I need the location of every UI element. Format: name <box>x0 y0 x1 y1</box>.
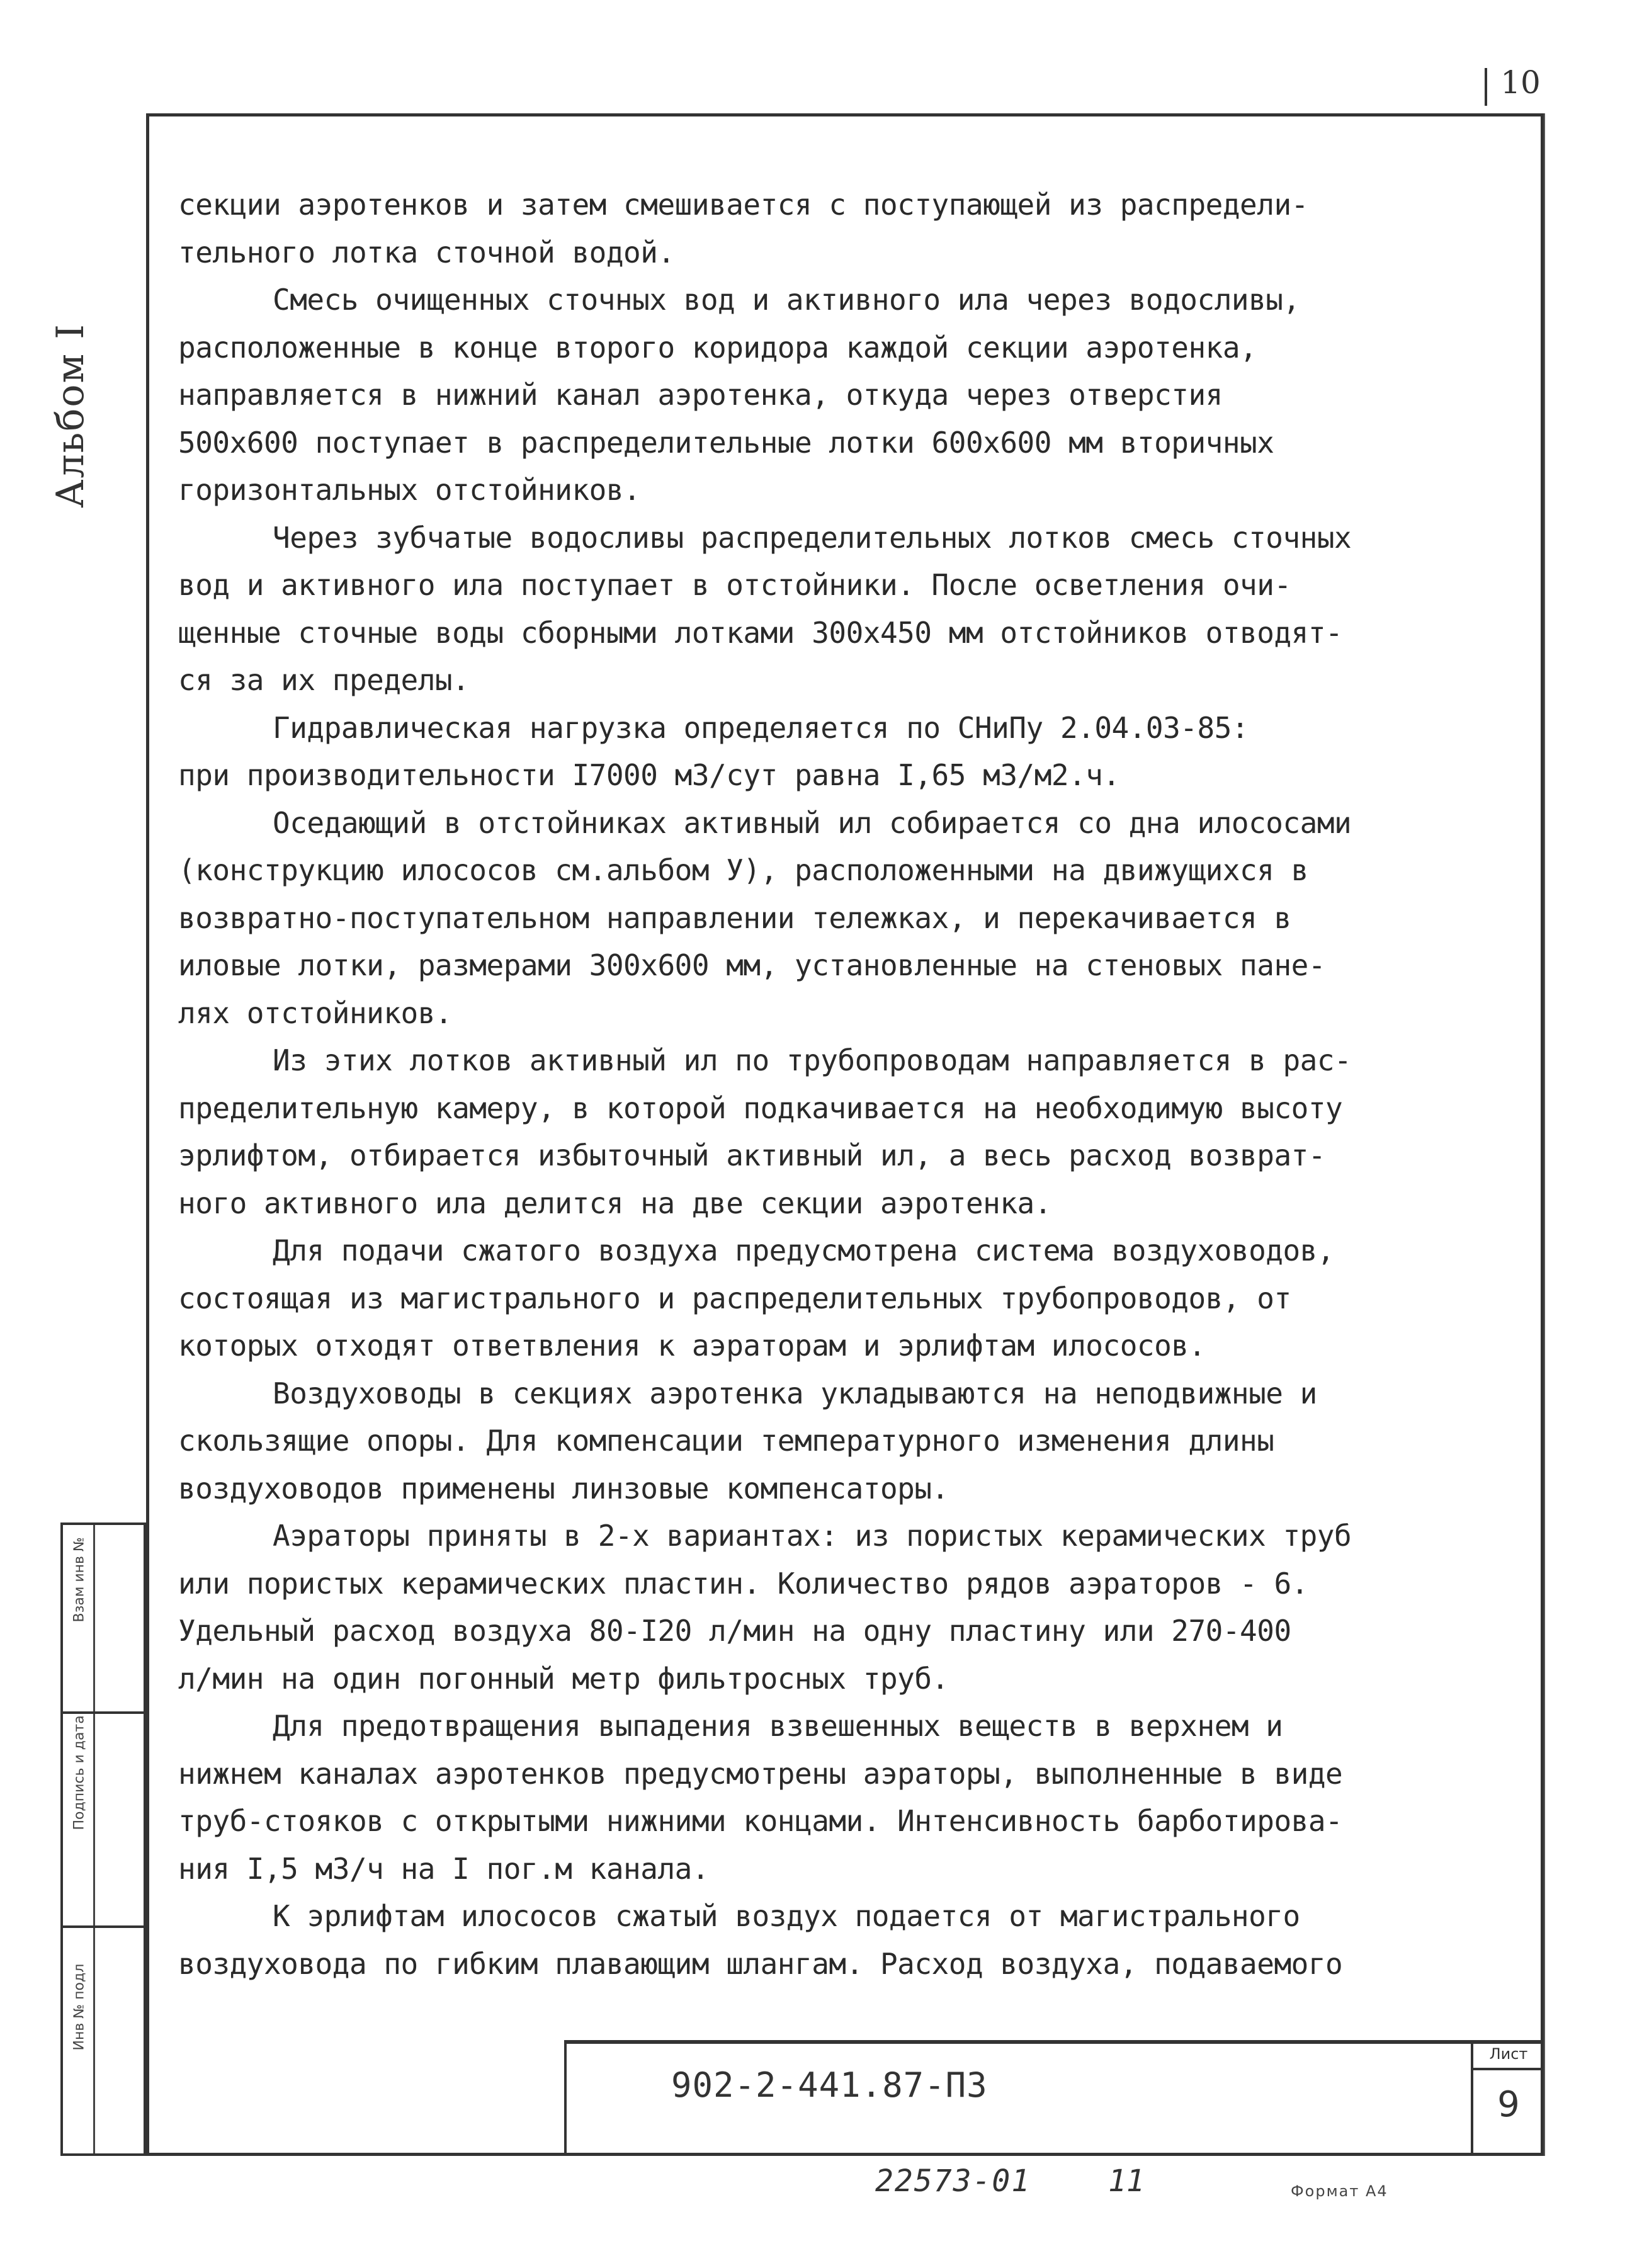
text-line: эрлифтом, отбирается избыточный активный ил, а весь расход возврат- <box>178 1138 1326 1172</box>
text-line: ся за их пределы. <box>178 663 470 697</box>
text-line: вод и активного ила поступает в отстойники. После осветления очи- <box>178 568 1291 602</box>
sheet-divider <box>1473 2068 1544 2070</box>
title-block-left-line <box>564 2044 567 2156</box>
text-line: Гидравлическая нагрузка определяется по СНиПу 2.04.03-85: <box>273 710 1249 745</box>
sheet-number: 9 <box>1497 2084 1520 2125</box>
side-stamp-row-line <box>63 1925 144 1928</box>
side-stamp <box>60 1522 146 2156</box>
text-line: Для подачи сжатого воздуха предусмотрена система воздуховодов, <box>273 1233 1335 1267</box>
text-line: тельного лотка сточной водой. <box>178 235 675 269</box>
text-line: Воздуховоды в секциях аэротенка укладываются на неподвижные и <box>273 1376 1317 1410</box>
text-line: Оседающий в отстойниках активный ил собирается со дна илососами <box>273 805 1352 840</box>
text-line: воздуховодов применены линзовые компенсаторы. <box>178 1471 949 1505</box>
sheet-label: Лист <box>1489 2045 1528 2063</box>
text-line: (конструкцию илососов см.альбом У), расположенными на движущихся в <box>178 853 1308 887</box>
text-line: ного активного ила делится на две секции аэротенка. <box>178 1186 1051 1220</box>
footer-inventory-number: 22573-01 <box>875 2163 1031 2199</box>
sheet-box <box>1471 2040 1544 2156</box>
text-line: горизонтальных отстойников. <box>178 473 641 507</box>
text-line: Из этих лотков активный ил по трубопроводам направляется в рас- <box>273 1043 1352 1077</box>
page-frame-right-edge <box>1544 113 1545 2156</box>
text-line: пределительную камеру, в которой подкачивается на необходимую высоту <box>178 1091 1343 1125</box>
text-line: состоящая из магистрального и распределительных трубопроводов, от <box>178 1281 1291 1315</box>
stamp-label-signature-date: Подпись и дата <box>71 1715 88 1830</box>
text-line: Удельный расход воздуха 80-I20 л/мин на одну пластину или 270-400 <box>178 1614 1291 1648</box>
text-line: воздуховода по гибким плавающим шлангам. Расход воздуха, подаваемого <box>178 1946 1343 1981</box>
album-label: Альбом I <box>48 323 93 508</box>
text-line: нижнем каналах аэротенков предусмотрены аэраторы, выполненные в виде <box>178 1756 1343 1791</box>
footer-copy-mark: 11 <box>1108 2163 1145 2199</box>
text-line: при производительности I7000 м3/сут равна I,65 м3/м2.ч. <box>178 758 1120 792</box>
side-stamp-column-line <box>93 1525 95 2153</box>
document-body <box>178 181 1532 1988</box>
text-line: Для предотвращения выпадения взвешенных веществ в верхнем и <box>273 1709 1283 1743</box>
text-line: ния I,5 м3/ч на I пог.м канала. <box>178 1851 710 1886</box>
text-line: Аэраторы приняты в 2-х вариантах: из пористых керамических труб <box>273 1519 1352 1553</box>
text-line: труб-стояков с открытыми нижними концами. Интенсивность барботирова- <box>178 1804 1343 1838</box>
text-line: секции аэротенков и затем смешивается с поступающей из распредели- <box>178 188 1308 222</box>
text-line: л/мин на один погонный метр фильтросных труб. <box>178 1661 949 1696</box>
top-sheet-number: 10 <box>1500 64 1541 101</box>
text-line: расположенные в конце второго коридора каждой секции аэротенка, <box>178 330 1257 365</box>
text-line: Смесь очищенных сточных вод и активного ила через водосливы, <box>273 283 1300 317</box>
stamp-label-original-inventory: Инв № подл <box>71 1963 88 2051</box>
text-line: возвратно-поступательном направлении тележках, и перекачивается в <box>178 900 1291 935</box>
stamp-label-replacement-inventory: Взам инв № <box>71 1537 88 1623</box>
text-line: щенные сточные воды сборными лотками 300x450 мм отстойников отводят- <box>178 615 1343 650</box>
document-code: 902-2-441.87-ПЗ <box>671 2065 988 2105</box>
text-line: иловые лотки, размерами 300x600 мм, установленные на стеновых пане- <box>178 948 1326 982</box>
text-line: которых отходят ответвления к аэраторам и эрлифтам илососов. <box>178 1329 1206 1363</box>
side-stamp-row-line <box>63 1711 144 1714</box>
footer-format: Формат А4 <box>1291 2182 1388 2200</box>
text-line: К эрлифтам илососов сжатый воздух подается от магистрального <box>273 1899 1300 1933</box>
text-line: скользящие опоры. Для компенсации температурного изменения длины <box>178 1424 1274 1458</box>
text-line: лях отстойников. <box>178 995 453 1030</box>
text-line: 500x600 поступает в распределительные лотки 600x600 мм вторичных <box>178 425 1274 460</box>
text-line: Через зубчатые водосливы распределительных лотков смесь сточных <box>273 520 1352 555</box>
text-line: направляется в нижний канал аэротенка, откуда через отверстия <box>178 378 1223 412</box>
title-block <box>564 2040 1544 2156</box>
text-line: или пористых керамических пластин. Количество рядов аэраторов - 6. <box>178 1566 1308 1601</box>
